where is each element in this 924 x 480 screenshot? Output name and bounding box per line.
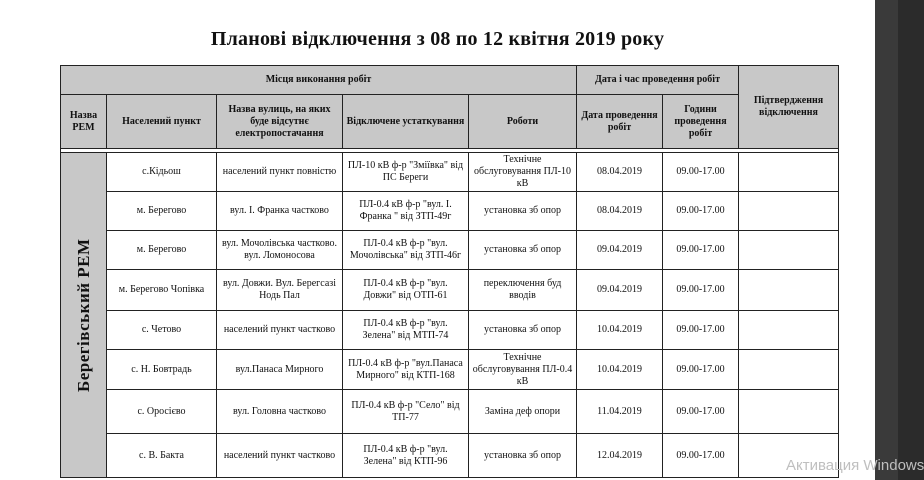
- table-row: [61, 350, 839, 390]
- hours-cell: 09.00-17.00: [663, 434, 739, 478]
- outage-table: [60, 65, 839, 478]
- settlement-cell: м. Берегово: [107, 192, 217, 231]
- table-row: [61, 390, 839, 434]
- streets-cell: населений пункт частково: [217, 311, 343, 350]
- header-settlement: Населений пункт: [107, 95, 217, 149]
- date-cell: 10.04.2019: [577, 311, 663, 350]
- hours-cell: 09.00-17.00: [663, 311, 739, 350]
- streets-cell: вул. Довжи. Вул. Берегсазі Нодь Пал: [217, 270, 343, 311]
- streets-cell: вул.Панаса Мирного: [217, 350, 343, 390]
- header-equipment: Відключене устаткування: [343, 95, 469, 149]
- activation-watermark: Активация Windows: [786, 457, 924, 474]
- date-cell: 08.04.2019: [577, 192, 663, 231]
- works-cell: установка зб опор: [469, 231, 577, 270]
- date-cell: 12.04.2019: [577, 434, 663, 478]
- streets-cell: населений пункт повністю: [217, 153, 343, 192]
- works-cell: Технічне обслуговування ПЛ-10 кВ: [469, 153, 577, 192]
- header-rem: Назва РЕМ: [61, 95, 107, 149]
- table-row: [61, 192, 839, 231]
- equipment-cell: ПЛ-0.4 кВ ф-р "вул. Зелена" від КТП-96: [343, 434, 469, 478]
- hours-cell: 09.00-17.00: [663, 270, 739, 311]
- table-row: [61, 231, 839, 270]
- confirmation-cell: [739, 270, 839, 311]
- table-row: [61, 270, 839, 311]
- hours-cell: 09.00-17.00: [663, 153, 739, 192]
- settlement-cell: с. Четово: [107, 311, 217, 350]
- settlement-cell: с. Н. Бовтрадь: [107, 350, 217, 390]
- equipment-cell: ПЛ-0.4 кВ ф-р "вул.Панаса Мирного" від КТП-168: [343, 350, 469, 390]
- works-cell: установка зб опор: [469, 311, 577, 350]
- confirmation-cell: [739, 192, 839, 231]
- works-cell: установка зб опор: [469, 434, 577, 478]
- hours-cell: 09.00-17.00: [663, 390, 739, 434]
- confirmation-cell: [739, 231, 839, 270]
- hours-cell: 09.00-17.00: [663, 350, 739, 390]
- streets-cell: вул. І. Франка частково: [217, 192, 343, 231]
- table-row: [61, 434, 839, 478]
- works-cell: Технічне обслуговування ПЛ-0.4 кВ: [469, 350, 577, 390]
- equipment-cell: ПЛ-0.4 кВ ф-р "вул. Довжи" від ОТП-61: [343, 270, 469, 311]
- document-title: Планові відключення з 08 по 12 квітня 2019 року: [210, 28, 665, 50]
- hours-cell: 09.00-17.00: [663, 231, 739, 270]
- settlement-cell: м. Берегово Чопівка: [107, 270, 217, 311]
- header-datetime: Дата і час проведення робіт: [577, 66, 739, 95]
- equipment-cell: ПЛ-0.4 кВ ф-р "Село" від ТП-77: [343, 390, 469, 434]
- equipment-cell: ПЛ-0.4 кВ ф-р "вул. Зелена" від МТП-74: [343, 311, 469, 350]
- streets-cell: вул. Мочолівська частково. вул. Ломоносова: [217, 231, 343, 270]
- viewer-scroll-gutter[interactable]: [875, 0, 898, 480]
- confirmation-cell: [739, 153, 839, 192]
- settlement-cell: м. Берегово: [107, 231, 217, 270]
- settlement-cell: с. Оросієво: [107, 390, 217, 434]
- rem-name-cell: Берегівський РЕМ: [61, 153, 107, 478]
- streets-cell: вул. Головна частково: [217, 390, 343, 434]
- header-hours: Години проведення робіт: [663, 95, 739, 149]
- header-works: Роботи: [469, 95, 577, 149]
- table-row: [61, 311, 839, 350]
- equipment-cell: ПЛ-10 кВ ф-р "Зміївка" від ПС Береги: [343, 153, 469, 192]
- confirmation-cell: [739, 390, 839, 434]
- hours-cell: 09.00-17.00: [663, 192, 739, 231]
- header-streets: Назва вулиць, на яких буде відсутнє електропостачання: [217, 95, 343, 149]
- settlement-cell: с. В. Бакта: [107, 434, 217, 478]
- date-cell: 09.04.2019: [577, 270, 663, 311]
- header-place: Місця виконання робіт: [61, 66, 577, 95]
- date-cell: 08.04.2019: [577, 153, 663, 192]
- works-cell: Заміна деф опори: [469, 390, 577, 434]
- works-cell: установка зб опор: [469, 192, 577, 231]
- date-cell: 11.04.2019: [577, 390, 663, 434]
- confirmation-cell: [739, 311, 839, 350]
- settlement-cell: с.Кідьош: [107, 153, 217, 192]
- header-date: Дата проведення робіт: [577, 95, 663, 149]
- confirmation-cell: [739, 350, 839, 390]
- equipment-cell: ПЛ-0.4 кВ ф-р "вул. Мочолівська" від ЗТП-46г: [343, 231, 469, 270]
- works-cell: переключення буд вводів: [469, 270, 577, 311]
- header-confirmation: Підтвердження відключення: [739, 66, 839, 149]
- date-cell: 09.04.2019: [577, 231, 663, 270]
- streets-cell: населений пункт частково: [217, 434, 343, 478]
- equipment-cell: ПЛ-0.4 кВ ф-р "вул. І. Франка " від ЗТП-49г: [343, 192, 469, 231]
- date-cell: 10.04.2019: [577, 350, 663, 390]
- table-row: [61, 153, 839, 192]
